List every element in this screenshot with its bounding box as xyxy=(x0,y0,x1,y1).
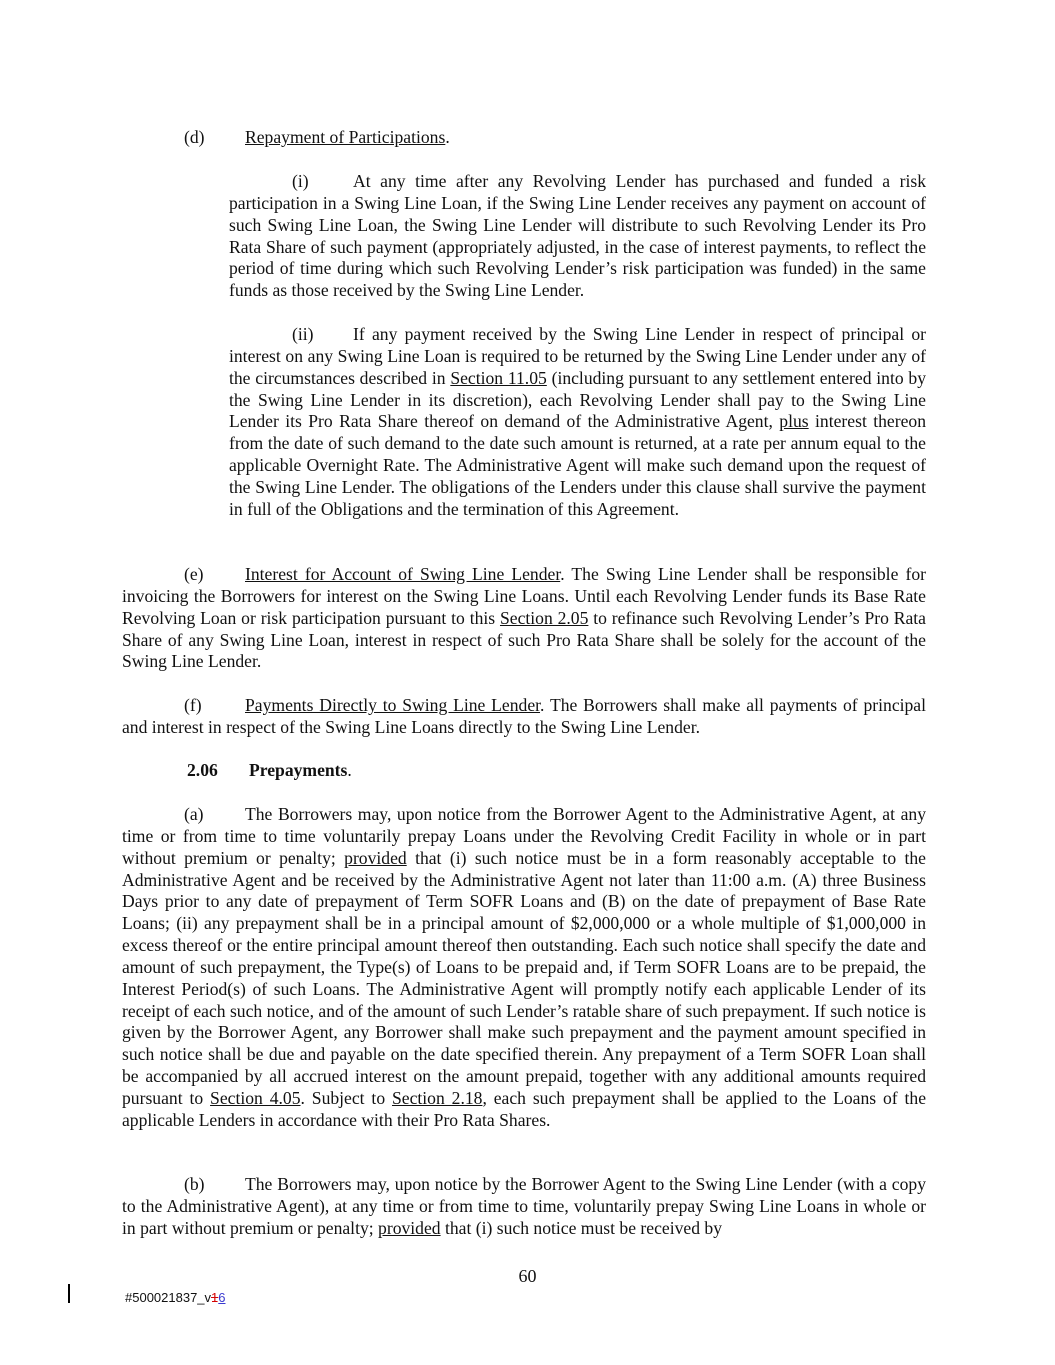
clause-d-heading: (d) Repayment of Participations. xyxy=(184,127,450,147)
section-title: Prepayments xyxy=(249,760,348,780)
clause-d-ii: (ii) If any payment received by the Swing Line Lender in respect of principal or interest on any Swing Line Loan is required to be returned by the Swing Line Lender under any of the circumstances described in Section 11.05 (including pursuant to any settlement entered into by the Swing Line Lender in its discretion), each Revolving Lender shall pay to the Swing Line Lender its Pro Rata Share thereof on demand of the Administrative Agent, plus interest thereon from the date of such demand to the date such amount is returned, at a rate per annum equal to the applicable Overnight Rate. The Administrative Agent will make such demand upon the request of the Swing Line Lender. The obligations of the Lenders under this clause shall survive the payment in full of the Obligations and the termination of this Agreement. xyxy=(229,324,926,519)
provided-term: provided xyxy=(378,1217,441,1238)
clause-f-label: (f) xyxy=(184,695,202,715)
section-heading: 2.06 Prepayments. xyxy=(187,760,352,780)
clause-e-title: Interest for Account of Swing Line Lender xyxy=(245,564,561,584)
document-id: #500021837_v16 xyxy=(125,1290,226,1305)
clause-d-label: (d) xyxy=(184,127,205,147)
clause-d-i xyxy=(229,171,926,302)
plus-term: plus xyxy=(779,411,809,432)
clause-d-i-label: (i) xyxy=(292,171,309,191)
provided-term: provided xyxy=(344,847,407,868)
section-number: 2.06 xyxy=(187,760,218,780)
clause-a-label: (a) xyxy=(184,804,204,824)
clause-a: (a) The Borrowers may, upon notice from the Borrower Agent to the Administrative Agent, at any time or from time to time voluntarily prepay Loans under the Revolving Credit Facility in whole or in part without premium or penalty; provided that (i) such notice must be in a form reasonably acceptable to the Administrative Agent and be received by the Administrative Agent not later than 11:00 a.m. (A) three Business Days prior to any date of prepayment of Term SOFR Loans and (B) on the date of prepayment of Base Rate Loans; (ii) any prepayment shall be in a principal amount of $2,000,000 or a whole multiple of $1,000,000 in excess thereof or the entire principal amount thereof then outstanding. Each such notice shall specify the date and amount of such prepayment, the Type(s) of Loans to be prepaid and, if Term SOFR Loans are to be prepaid, the Interest Period(s) of such Loans. The Administrative Agent will promptly notify each applicable Lender of its receipt of each such notice, and of the amount of such Lender’s ratable share of such prepayment. If such notice is given by the Borrower Agent, any Borrower shall make such prepayment and the payment amount specified in such notice shall be due and payable on the date specified therein. Any prepayment of a Term SOFR Loan shall be accompanied by all accrued interest on the amount prepaid, together with any additional amounts required pursuant to Section 4.05. Subject to Section 2.18, each such prepayment shall be applied to the Loans of the applicable Lenders in accordance with their Pro Rata Shares. xyxy=(122,804,926,1130)
page-number: 60 xyxy=(518,1266,537,1286)
section-4-05-link[interactable]: Section 4.05 xyxy=(210,1087,301,1108)
clause-b: (b) The Borrowers may, upon notice by the Borrower Agent to the Swing Line Lender (with a copy to the Administrative Agent), at any time or from time to time, voluntarily prepay Swing Line Loans in whole or in part without premium or penalty; provided that (i) such notice must be received by xyxy=(122,1174,926,1238)
clause-f: (f) Payments Directly to Swing Line Lender. The Borrowers shall make all payments of principal and interest in respect of the Swing Line Loans directly to the Swing Line Lender. xyxy=(122,695,927,737)
deleted-version: 1 xyxy=(211,1290,219,1305)
change-bar xyxy=(68,1284,70,1303)
section-2-05-link[interactable]: Section 2.05 xyxy=(499,607,589,628)
clause-b-label: (b) xyxy=(184,1174,205,1194)
clause-d-title: Repayment of Participations xyxy=(245,127,446,147)
section-2-18-link[interactable]: Section 2.18 xyxy=(392,1087,483,1108)
clause-f-title: Payments Directly to Swing Line Lender xyxy=(245,695,541,715)
section-11-05-link[interactable]: Section 11.05 xyxy=(450,367,547,388)
clause-d-ii-label: (ii) xyxy=(292,324,314,344)
clause-e-label: (e) xyxy=(184,564,204,584)
clause-e: (e) Interest for Account of Swing Line Lender. The Swing Line Lender shall be responsible for invoicing the Borrowers for interest on the Swing Line Loans. Until each Revolving Lender funds its Base Rate Revolving Loan or risk participation pursuant to this Section 2.05 to refinance such Revolving Lender’s Pro Rata Share of any Swing Line Loan, interest in respect of such Pro Rata Share shall be solely for the account of the Swing Line Lender. xyxy=(122,564,926,672)
clause-d-i-text: At any time after any Revolving Lender has purchased and funded a risk participation in a Swing Line Loan, if the Swing Line Lender receives any payment on account of such Swing Line Loan, the Swing Line Lender will distribute to such Revolving Lender its Pro Rata Share of such payment (appropriately adjusted, in the case of interest payments, to reflect the period of time during which such Revolving Lender’s risk participation was funded) in the same funds as those received by the Swing Line Lender. xyxy=(229,171,926,301)
inserted-version: 6 xyxy=(218,1290,226,1305)
